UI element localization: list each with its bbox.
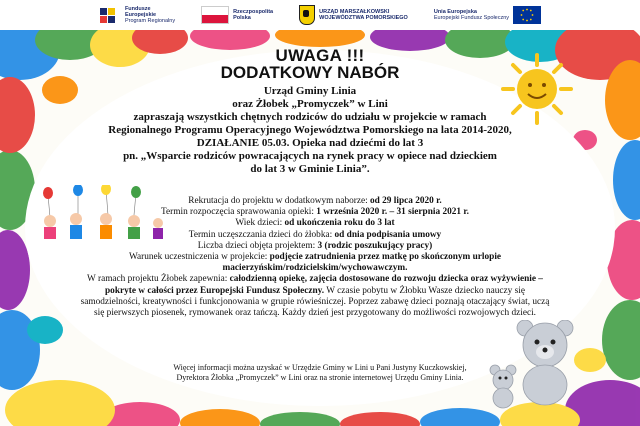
intro-line-5: DZIAŁANIE 05.03. Opieka nad dziećmi do lat 3 [196, 137, 424, 149]
eu-funds-text-1: Fundusze [124, 6, 151, 12]
headline-attention: UWAGA !!! [275, 46, 365, 65]
attendance-label: Termin uczęszczania dzieci do żłobka: [188, 229, 335, 240]
poland-text-1: Rzeczpospolita [233, 9, 274, 15]
provision-paragraph [80, 274, 550, 319]
intro-line-3: zapraszają wszystkich chętnych rodziców do udziału w projekcie w ramach [133, 111, 487, 123]
care-term-value: 1 września 2020 r. – 31 sierpnia 2021 r. [316, 207, 469, 218]
attendance-value: od dnia podpisania umowy [334, 229, 442, 240]
eu-funds-text-3: Program Regionalny [124, 18, 176, 24]
provision-description: W czasie pobytu w Żłobku Wasze dziecko nauczy się samodzielności, kreatywności i funkcjonowania w grupie rówieśniczej. Poprzez zabawę dzieci poznają otaczający świat, uczą się pierwszych piosenek, rymowanek oraz tańczą. Każdy dzień jest przygotowany do możliwości rozwojowych dzieci. [80, 285, 550, 319]
eu-flag-icon [513, 6, 541, 24]
age-line [80, 218, 550, 229]
condition-label: Warunek uczestniczenia w projekcie: [128, 252, 270, 263]
attendance-line [80, 230, 550, 241]
recruitment-line [80, 196, 550, 207]
footer-line-1: Więcej informacji można uzyskać w Urzędzie Gminy w Lini u Pani Justyny Kuczkowskiej, [173, 363, 467, 372]
details-block [80, 196, 550, 319]
eu-logo [434, 6, 541, 24]
children-count-line [80, 241, 550, 252]
eu-funds-logo [99, 6, 175, 24]
age-value: od ukończenia roku do 3 lat [284, 218, 395, 229]
provision-value: całodzienną opiekę, zajęcia dostosowane do rozwoju dziecka oraz wyżywienie – pokryte w całości przez Europejski Fundusz Społeczny. [105, 274, 543, 296]
intro-line-2: oraz Żłobek „Promyczek” w Lini [232, 98, 388, 110]
pomorskie-logo [299, 5, 408, 25]
recruitment-value: od 29 lipca 2020 r. [370, 196, 442, 206]
pomorskie-crest-icon [299, 5, 315, 25]
eu-text-1: Unia Europejska [433, 9, 477, 15]
eu-text-2: Europejski Fundusz Społeczny [433, 15, 510, 21]
footer-info [120, 363, 520, 383]
pomorskie-text-1: URZĄD MARSZAŁKOWSKI [319, 9, 390, 15]
intro-line-1: Urząd Gminy Linia [263, 85, 357, 97]
condition-value: podjęcie zatrudnienia przez matkę po skończonym urlopie macierzyńskim/rodzicielskim/wychowawczym. [222, 252, 502, 274]
intro-line-7: do lat 3 w Gminie Linia”. [250, 163, 370, 175]
pomorskie-text-2: WOJEWÓDZTWA POMORSKIEGO [319, 15, 408, 21]
provision-label: W ramach projektu Żłobek zapewnia: [87, 274, 230, 285]
recruitment-label: Rekrutacja do projektu w dodatkowym naborze: [188, 196, 371, 206]
poland-logo [201, 6, 273, 24]
children-count-label: Liczba dzieci objęta projektem: [197, 240, 318, 251]
intro-line-4: Regionalnego Programu Operacyjnego Województwa Pomorskiego na lata 2014-2020, [108, 124, 512, 136]
headline-additional-enrollment: DODATKOWY NABÓR [220, 63, 400, 82]
care-term-line [80, 207, 550, 218]
eu-funds-icon [99, 6, 121, 24]
poland-flag-icon [201, 6, 229, 24]
children-count-value: 3 (rodzic poszukujący pracy) [317, 240, 433, 251]
footer-line-2: Dyrektora Żłobka „Promyczek” w Lini oraz na stronie internetowej Urzędu Gminy Linia. [176, 373, 464, 382]
care-term-label: Termin rozpoczęcia sprawowania opieki: [161, 207, 317, 218]
condition-line [80, 252, 550, 274]
intro-block [100, 85, 520, 176]
poland-text-2: Polska [233, 15, 251, 21]
intro-line-6: pn. „Wsparcie rodziców powracających na rynek pracy w opiece nad dzieckiem [123, 150, 497, 162]
logo-bar [0, 0, 640, 30]
eu-funds-text-2: Europejskie [124, 12, 157, 18]
age-label: Wiek dzieci: [235, 218, 285, 229]
